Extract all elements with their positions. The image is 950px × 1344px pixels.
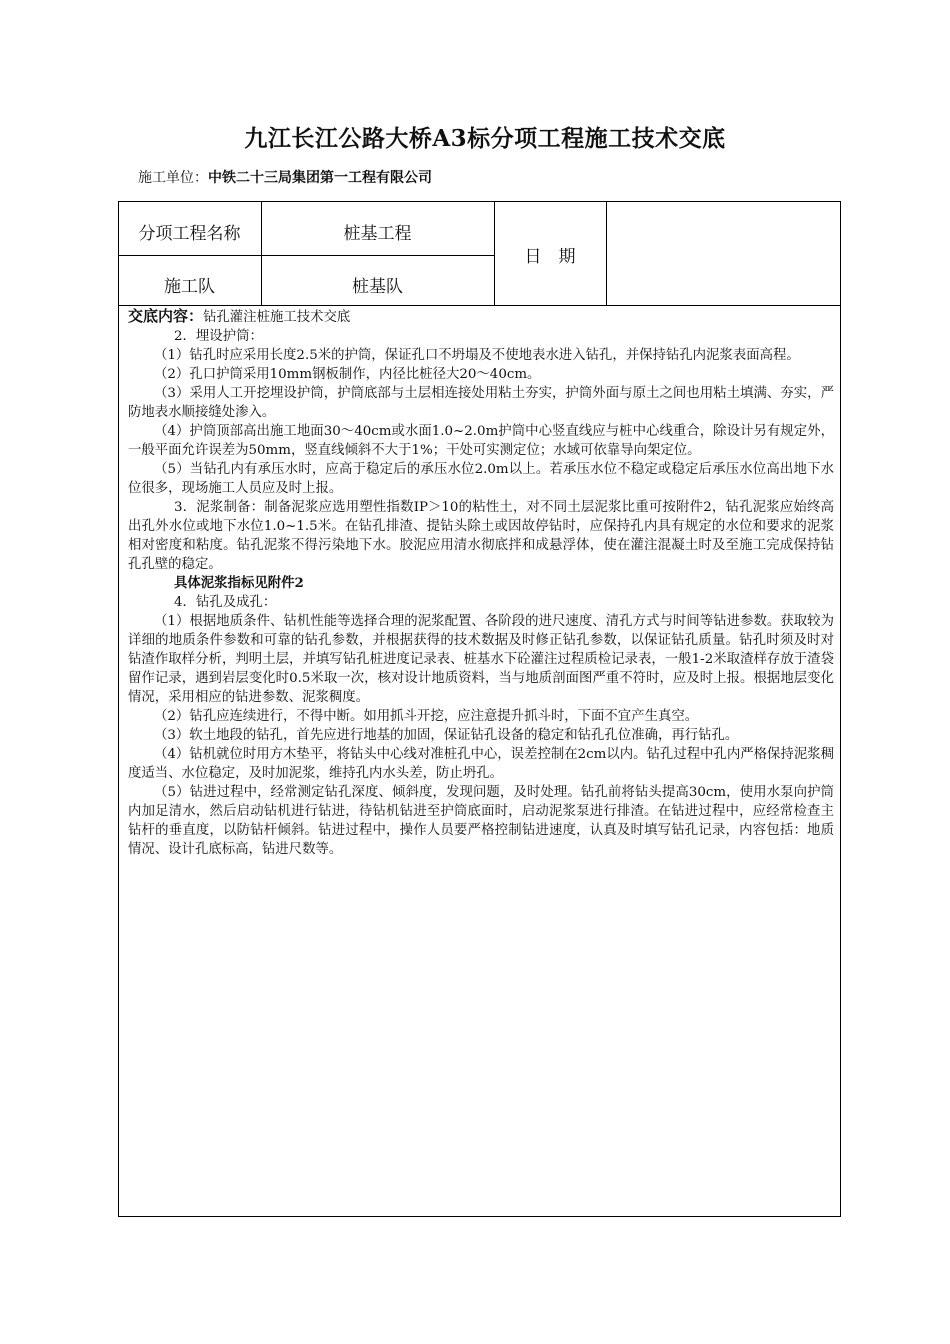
paragraph: （1）根据地质条件、钻机性能等选择合理的泥浆配置、各阶段的进尺速度、清孔方式与时间等钻进参数。获取较为详细的地质条件参数和可靠的钻孔参数，并根据获得的技术数据及时修正钻孔参数，以保证钻孔质量。钻孔时须及时对钻渣作取样分析，判明土层，并填写钻孔桩进度记录表、桩基水下砼灌注过程质检记录表，一般1-2米取渣样存放于渣袋留作记录，遇到岩层变化时0.5米取一次，核对设计地质资料，当与地质剖面图严重不符时，应及时上报。根据地层变化情况，采用相应的钻进参数、泥浆稠度。 xyxy=(128,614,834,705)
content-topic: 钻孔灌注桩施工技术交底 xyxy=(203,310,351,325)
mud-index-note: 具体泥浆指标见附件2 xyxy=(174,575,304,591)
document-title: 九江长江公路大桥A3标分项工程施工技术交底 xyxy=(244,125,726,152)
construction-unit xyxy=(138,167,432,187)
disclosure-content xyxy=(128,307,834,859)
date-label: 日 期 xyxy=(524,247,576,267)
content-heading: 交底内容： xyxy=(128,307,204,325)
paragraph: （2）孔口护筒采用10mm钢板制作，内径比桩径大20～40cm。 xyxy=(154,367,541,382)
paragraph: （3）软土地段的钻孔，首先应进行地基的加固，保证钻孔设备的稳定和钻孔孔位准确，再行钻孔。 xyxy=(154,728,739,743)
content-heading-line xyxy=(128,307,834,327)
unit-label: 施工单位： xyxy=(138,170,208,186)
unit-name: 中铁二十三局集团第一工程有限公司 xyxy=(208,170,432,186)
team-label: 施工队 xyxy=(164,277,215,297)
project-name-value: 桩基工程 xyxy=(343,224,412,244)
team-value: 桩基队 xyxy=(352,277,403,297)
paragraph: （4）钻机就位时用方木垫平，将钻头中心线对准桩孔中心，误差控制在2cm以内。钻孔过程中孔内严格保持泥浆稠度适当、水位稳定，及时加泥浆，维持孔内水头差，防止坍孔。 xyxy=(128,747,834,781)
header-divider xyxy=(118,305,841,306)
project-name-label: 分项工程名称 xyxy=(138,224,241,244)
paragraph: （4）护筒顶部高出施工地面30～40cm或水面1.0~2.0m护筒中心竖直线应与桩中心线重合，除设计另有规定外，一般平面允许误差为50mm，竖直线倾斜不大于1%；干处可实测定位；水域可依靠导向架定位。 xyxy=(128,424,834,458)
paragraph: （5）钻进过程中，经常测定钻孔深度、倾斜度，发现问题，及时处理。钻孔前将钻头提高30cm，使用水泵向护筒内加足清水，然后启动钻机进行钻进，待钻机钻进至护筒底面时，启动泥浆泵进行排渣。在钻进过程中，应经常检查主钻杆的垂直度，以防钻杆倾斜。钻进过程中，操作人员要严格控制钻进速度，认真及时填写钻孔记录，内容包括：地质情况、设计孔底标高，钻进尺数等。 xyxy=(128,785,834,857)
paragraph: （5）当钻孔内有承压水时，应高于稳定后的承压水位2.0m以上。若承压水位不稳定或稳定后承压水位高出地下水位很多，现场施工人员应及时上报。 xyxy=(128,462,834,496)
section-2-title: 2．埋设护筒： xyxy=(174,329,263,344)
paragraph: （3）采用人工开挖埋设护筒，护筒底部与土层相连接处用粘土夯实，护筒外面与原土之间也用粘土填满、夯实，严防地表水顺接缝处渗入。 xyxy=(128,386,834,420)
row-divider xyxy=(118,255,494,256)
section-3-paragraph: 3．泥浆制备：制备泥浆应选用塑性指数IP＞10的粘性土，对不同土层泥浆比重可按附件2，钻孔泥浆应始终高出孔外水位或地下水位1.0~1.5米。在钻孔排渣、提钻头除土或因故停钻时，应保持孔内具有规定的水位和要求的泥浆相对密度和粘度。钻孔泥浆不得污染地下水。胶泥应用清水彻底拌和成悬浮体，使在灌注混凝土时及至施工完成保持钻孔孔壁的稳定。 xyxy=(128,500,834,572)
col-divider-3 xyxy=(606,201,607,305)
paragraph: （1）钻孔时应采用长度2.5米的护筒，保证孔口不坍塌及不使地表水进入钻孔，并保持钻孔内泥浆表面高程。 xyxy=(154,348,800,363)
section-4-title: 4．钻孔及成孔： xyxy=(174,595,277,610)
paragraph: （2）钻孔应连续进行，不得中断。如用抓斗开挖，应注意提升抓斗时，下面不宜产生真空。 xyxy=(154,709,699,724)
